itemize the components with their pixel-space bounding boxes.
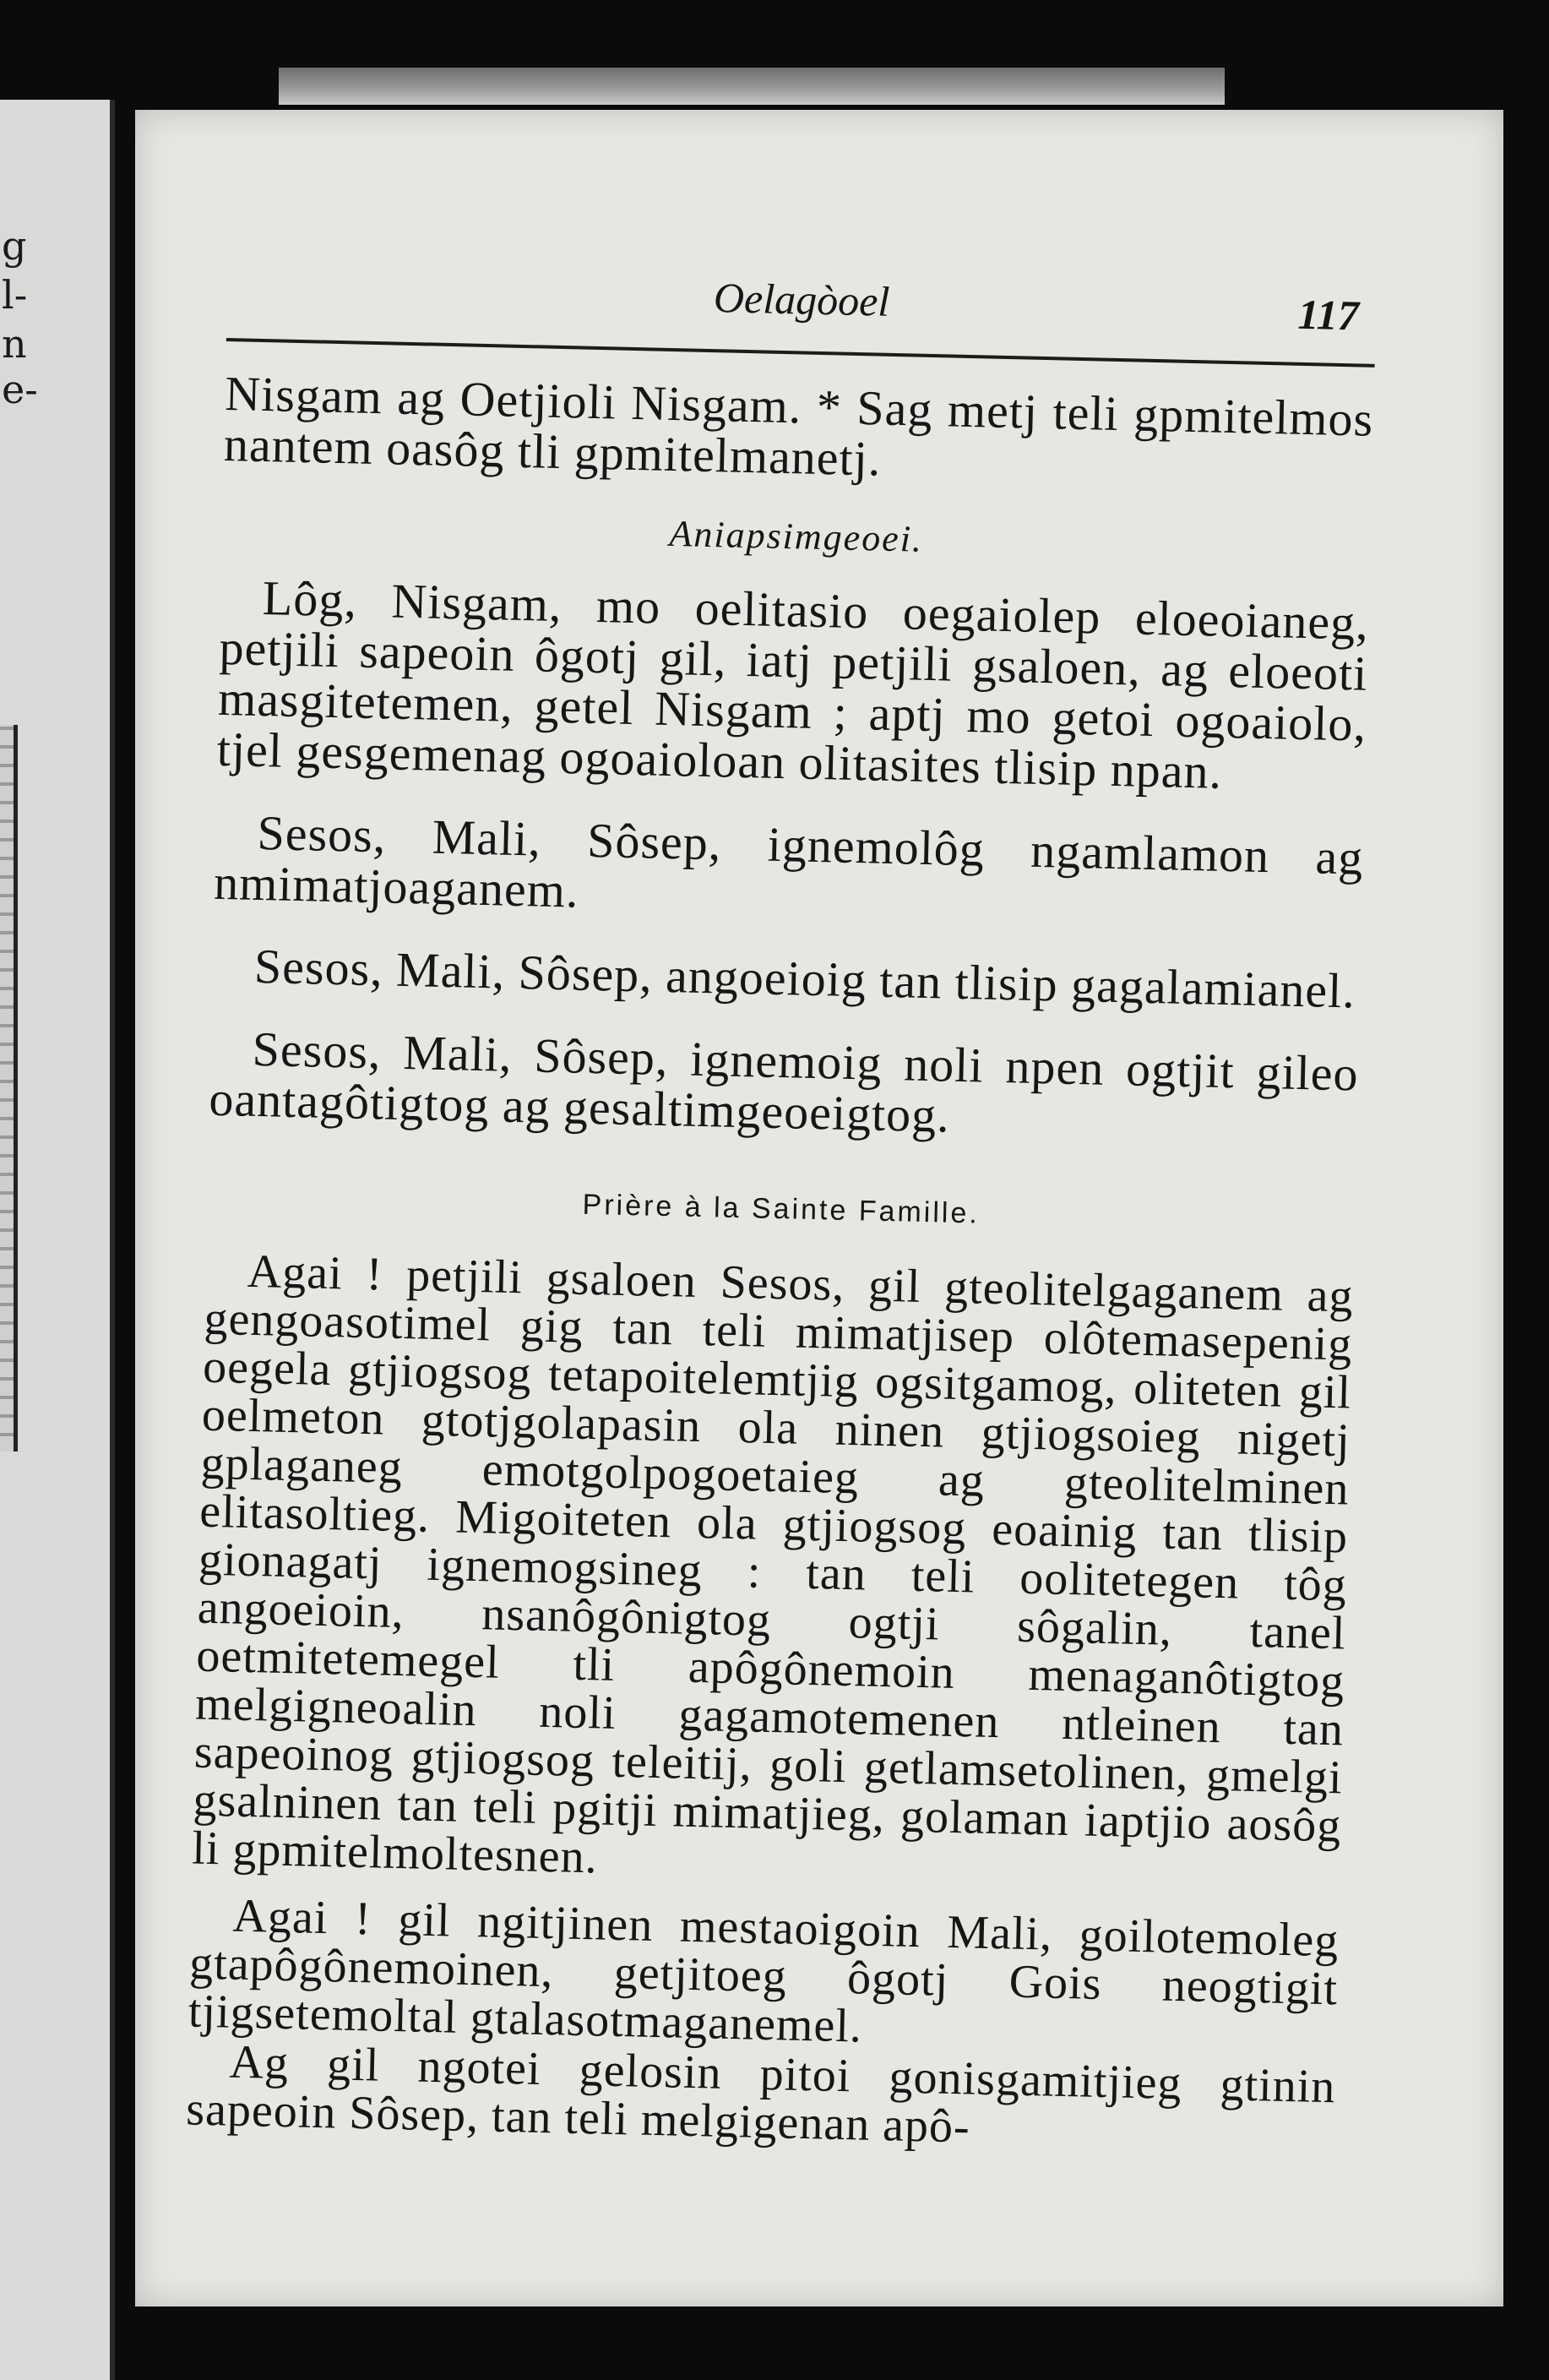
left-page-edge xyxy=(0,100,115,2380)
opening-paragraph: Nisgam ag Oetjioli Nisgam. * Sag metj teli gpmitelmos nantem oasôg tli gpmitelmanetj. xyxy=(223,365,1374,487)
body-paragraph: Lôg, Nisgam, mo oelitasio oegaiolep eloeoianeg, petjili sapeoin ôgotj gil, iatj petjili gsaloen, ag eloeoti masgitetemen, getel Nisgam ; aptj mo getoi ogoaiolo, tjel gesgemenag ogoaioloan olitasites tlisip npan. xyxy=(216,570,1370,799)
page-number: 117 xyxy=(1297,290,1360,340)
section-subheading: Aniapsimgeoei. xyxy=(669,512,924,560)
border-ornament xyxy=(0,725,18,1451)
book-page xyxy=(135,110,1503,2306)
prayer-paragraph: Agai ! gil ngitjinen mestaoigoin Mali, goilotemoleg gtapôgônemoinen, getjitoeg ôgotj Gois neogtigit tjigsetemoltal gtalasotmaganemel. xyxy=(188,1889,1340,2053)
left-page-fragment: g xyxy=(2,223,27,269)
body-paragraph: Sesos, Mali, Sôsep, ignemoig noli npen ogtjit gileo oantagôtigtog ag gesaltimgeoeigtog. xyxy=(208,1021,1360,1143)
left-page-fragment: e- xyxy=(2,367,38,412)
running-title: Oelagòoel xyxy=(713,274,890,325)
prayer-paragraph: Agai ! petjili gsaloen Sesos, gil gteolitelgaganem ag gengoasotimel gig tan teli mimatjisep olôtemasepenig oegela gtjiogsog tetapoitelemtjig ogsitgamog, oliteten gil oelmeton gtotjgolapasin ola ninen gtjiogsoieg nigetj gplaganeg emotgolpogoetaieg ag gteolitelminen elitasoltieg. Migoiteten ola gtjiogsog eoainig tan tlisip gionagatj ignemogsineg : tan teli oolitetegen tôg angoeioin, nsanôgônigtog ogtji sôgalin, tanel oetmitetemegel tli apôgônemoin menaganôtigtog melgigneoalin noli gagamotemenen ntleinen tan sapeoinog gtjiogsog teleitij, goli getlamsetolinen, gmelgi gsalninen tan teli pgitji mimatjieg, golaman iaptjio aosôg li gpmitelmoltesnen. xyxy=(191,1244,1355,1884)
prayer-paragraph: Ag gil ngotei gelosin pitoi gonisgamitjieg gtinin sapeoin Sôsep, tan teli melgigenan apô- xyxy=(185,2035,1337,2154)
left-page-fragment: l- xyxy=(2,272,28,318)
running-header xyxy=(226,262,1377,368)
body-paragraph: Sesos, Mali, Sôsep, angoeioig tan tlisip gagalamianel. xyxy=(253,938,1356,1019)
left-page-fragment: n xyxy=(2,321,27,367)
body-paragraph: Sesos, Mali, Sôsep, ignemolôg ngamlamon ag nmimatjoaganem. xyxy=(213,804,1365,918)
french-heading: Prière à la Sainte Famille. xyxy=(582,1188,981,1230)
page-content xyxy=(186,262,1377,2159)
top-paper-strip xyxy=(279,68,1225,105)
